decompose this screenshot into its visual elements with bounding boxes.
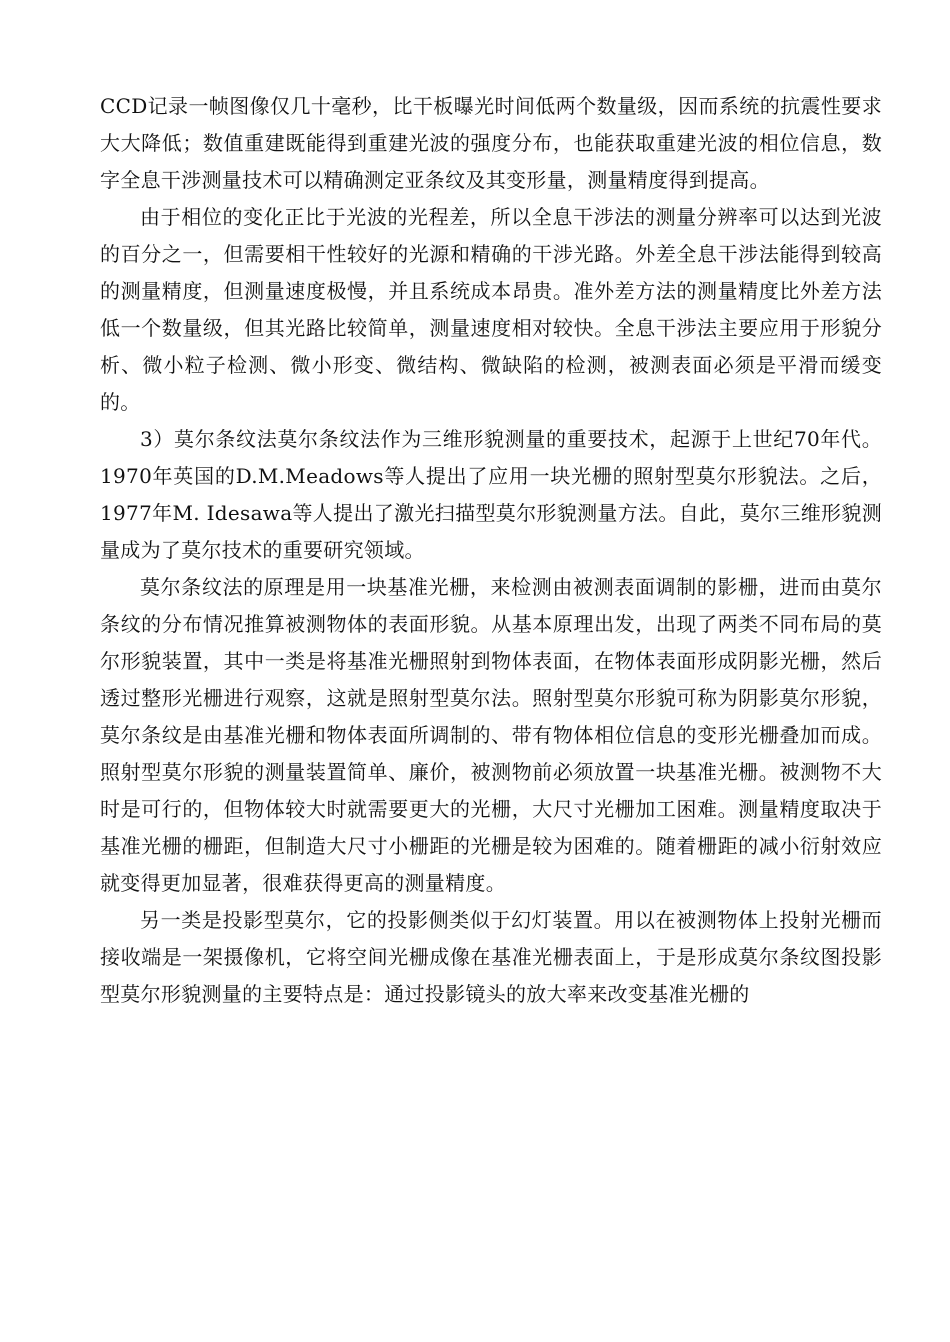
paragraph-ccd-continuation: CCD记录一帧图像仅几十毫秒，比干板曝光时间低两个数量级，因而系统的抗震性要求大大降低；数值重建既能得到重建光波的强度分布，也能获取重建光波的相位信息，数字全息干涉测量技术可以精确测定亚条纹及其变形量，测量精度得到提高。 xyxy=(100,94,882,192)
paragraph-holographic-interference: 由于相位的变化正比于光波的光程差，所以全息干涉法的测量分辨率可以达到光波的百分之一，但需要相干性较好的光源和精确的干涉光路。外差全息干涉法能得到较高的测量精度，但测量速度极慢，并且系统成本昂贵。准外差方法的测量精度比外差方法低一个数量级，但其光路比较简单，测量速度相对较快。全息干涉法主要应用于形貌分析、微小粒子检测、微小形变、微结构、微缺陷的检测，被测表面必须是平滑而缓变的。 xyxy=(100,205,882,414)
paragraph-moire-principle: 莫尔条纹法的原理是用一块基准光栅，来检测由被测表面调制的影栅，进而由莫尔条纹的分布情况推算被测物体的表面形貌。从基本原理出发，出现了两类不同布局的莫尔形貌装置，其中一类是将基准光栅照射到物体表面，在物体表面形成阴影光栅，然后透过整形光栅进行观察，这就是照射型莫尔法。照射型莫尔形貌可称为阴影莫尔形貌，莫尔条纹是由基准光栅和物体表面所调制的、带有物体相位信息的变形光栅叠加而成。照射型莫尔形貌的测量装置简单、廉价，被测物前必须放置一块基准光栅。被测物不大时是可行的，但物体较大时就需要更大的光栅，大尺寸光栅加工困难。测量精度取决于基准光栅的栅距，但制造大尺寸小栅距的光栅是较为困难的。随着栅距的减小衍射效应就变得更加显著，很难获得更高的测量精度。 xyxy=(100,575,882,895)
paragraph-projection-moire: 另一类是投影型莫尔，它的投影侧类似于幻灯装置。用以在被测物体上投射光栅而接收端是一架摄像机，它将空间光栅成像在基准光栅表面上，于是形成莫尔条纹图投影型莫尔形貌测量的主要特点是：通过投影镜头的放大率来改变基准光栅的 xyxy=(100,908,882,1006)
paragraph-moire-intro: 3）莫尔条纹法莫尔条纹法作为三维形貌测量的重要技术，起源于上世纪70年代。1970年英国的D.M.Meadows等人提出了应用一块光栅的照射型莫尔形貌法。之后，1977年M. Idesawa等人提出了激光扫描型莫尔形貌测量方法。自此，莫尔三维形貌测量成为了莫尔技术的重要研究领域。 xyxy=(100,427,882,562)
document-body xyxy=(100,88,882,1013)
